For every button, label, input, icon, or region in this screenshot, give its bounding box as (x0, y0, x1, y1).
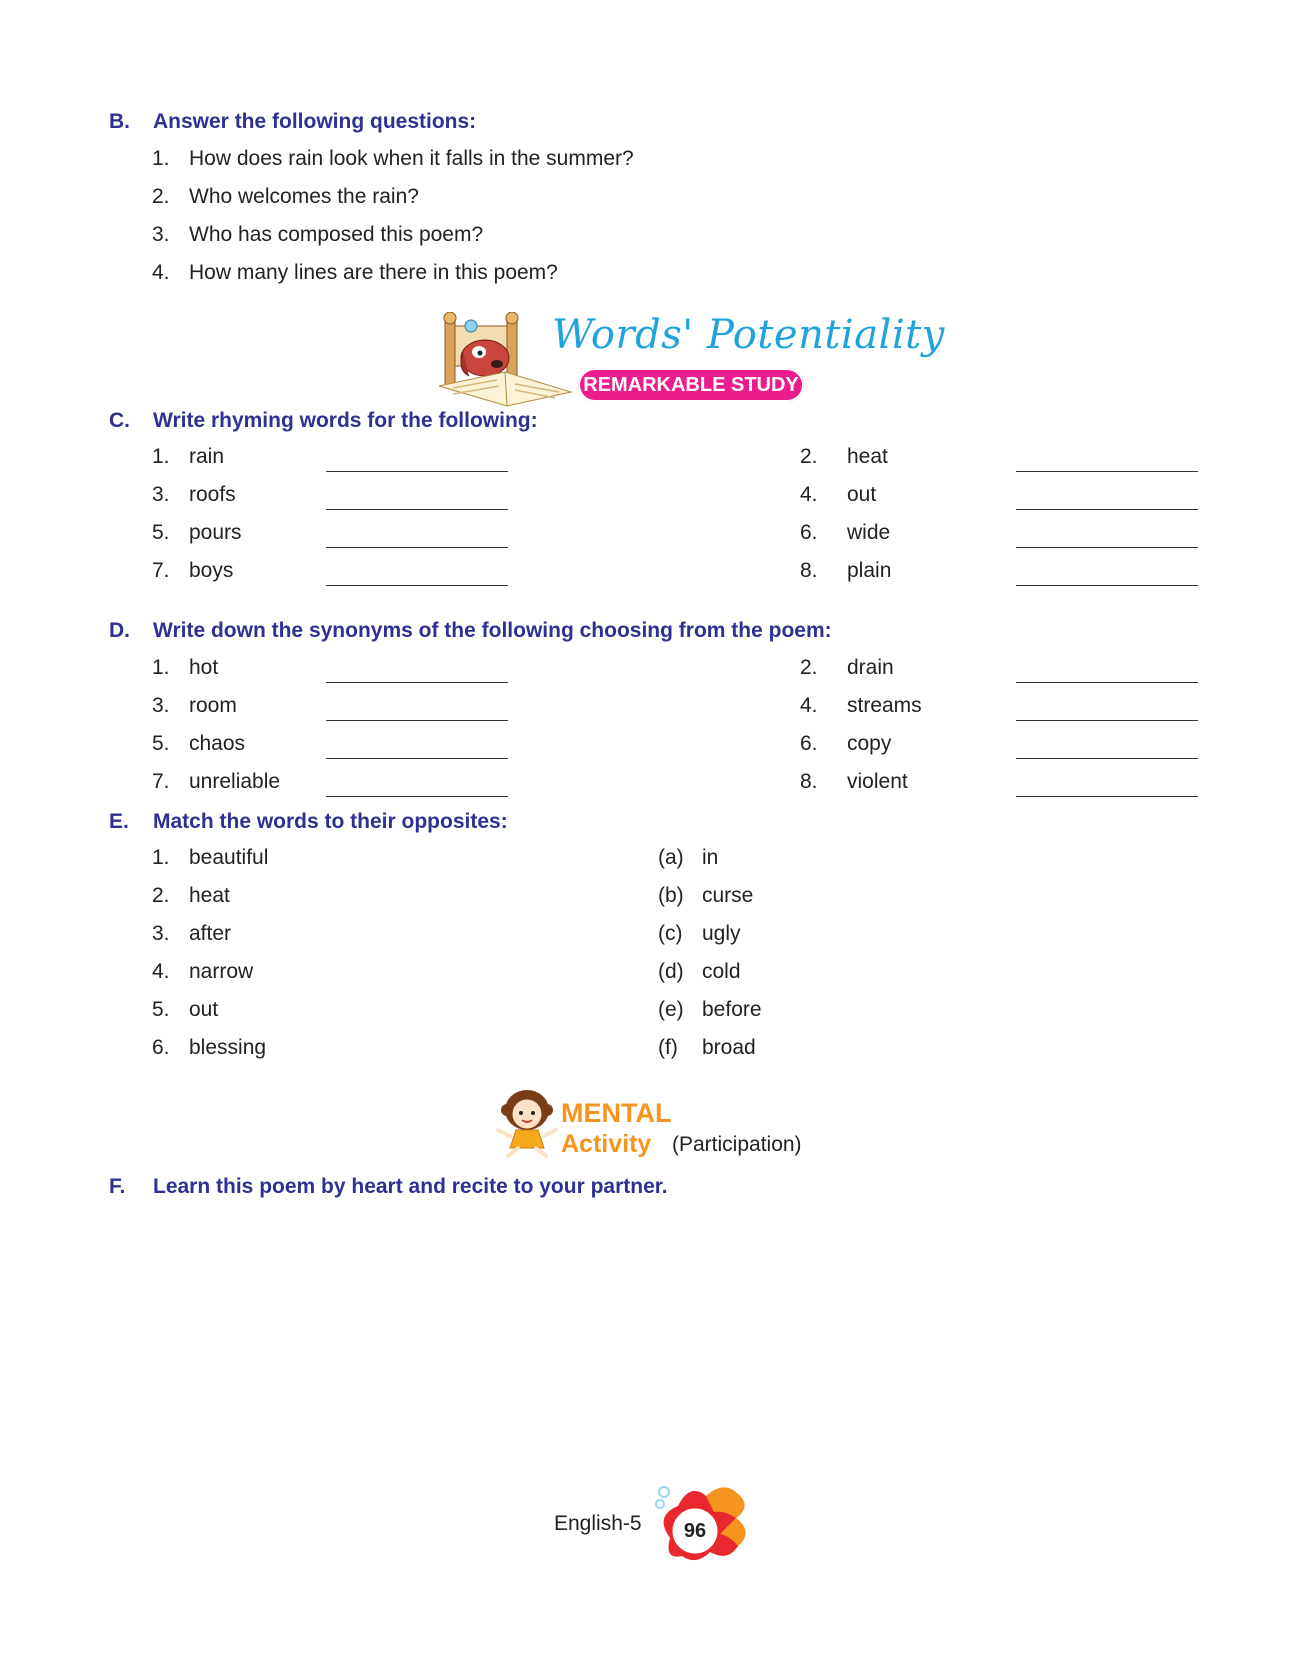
answer-blank[interactable] (1016, 720, 1198, 721)
match-right-item: (f) broad (658, 1036, 756, 1059)
answer-blank[interactable] (326, 758, 508, 759)
match-left-item: 5. out (152, 998, 219, 1021)
answer-blank[interactable] (1016, 509, 1198, 510)
section-e-heading: E. Match the words to their opposites: (109, 810, 508, 833)
rhyme-item: 1. rain (152, 445, 225, 468)
answer-blank[interactable] (326, 547, 508, 548)
banner-subtitle: REMARKABLE STUDY (578, 368, 804, 402)
synonym-item: 6. copy (800, 732, 892, 755)
banner-title: Words' Potentiality (552, 312, 945, 358)
rhyme-item: 4. out (800, 483, 877, 506)
answer-blank[interactable] (326, 720, 508, 721)
mental-title: MENTAL (561, 1098, 672, 1128)
question-item: 2. Who welcomes the rain? (152, 185, 419, 208)
answer-blank[interactable] (1016, 585, 1198, 586)
answer-blank[interactable] (326, 682, 508, 683)
girl-illustration (494, 1086, 560, 1158)
synonym-item: 2. drain (800, 656, 894, 679)
section-d-heading: D. Write down the synonyms of the following choosing from the poem: (109, 619, 832, 642)
synonym-item: 4. streams (800, 694, 922, 717)
match-left-item: 4. narrow (152, 960, 254, 983)
book-title: English-5 (554, 1512, 642, 1535)
activity-title: Activity (561, 1130, 652, 1158)
match-right-item: (c) ugly (658, 922, 741, 945)
answer-blank[interactable] (1016, 796, 1198, 797)
match-right-item: (b) curse (658, 884, 754, 907)
match-left-item: 3. after (152, 922, 232, 945)
match-right-item: (a) in (658, 846, 719, 869)
synonym-item: 3. room (152, 694, 237, 717)
synonym-item: 5. chaos (152, 732, 246, 755)
rhyme-item: 2. heat (800, 445, 888, 468)
answer-blank[interactable] (1016, 758, 1198, 759)
question-item: 3. Who has composed this poem? (152, 223, 484, 246)
answer-blank[interactable] (326, 585, 508, 586)
section-b-heading: B. Answer the following questions: (109, 110, 477, 133)
section-f-heading: F. Learn this poem by heart and recite to your partner. (109, 1175, 668, 1198)
synonym-item: 8. violent (800, 770, 908, 793)
page-number: 96 (683, 1520, 707, 1542)
rhyme-item: 7. boys (152, 559, 234, 582)
match-right-item: (d) cold (658, 960, 741, 983)
section-c-heading: C. Write rhyming words for the following: (109, 409, 538, 432)
rhyme-item: 6. wide (800, 521, 891, 544)
match-right-item: (e) before (658, 998, 762, 1021)
rhyme-item: 5. pours (152, 521, 242, 544)
synonym-item: 7. unreliable (152, 770, 281, 793)
answer-blank[interactable] (1016, 471, 1198, 472)
synonym-item: 1. hot (152, 656, 219, 679)
question-item: 4. How many lines are there in this poem? (152, 261, 558, 284)
rhyme-item: 8. plain (800, 559, 892, 582)
participation-note: (Participation) (672, 1133, 802, 1156)
match-left-item: 2. heat (152, 884, 230, 907)
match-left-item: 6. blessing (152, 1036, 267, 1059)
answer-blank[interactable] (326, 796, 508, 797)
rhyme-item: 3. roofs (152, 483, 236, 506)
match-left-item: 1. beautiful (152, 846, 269, 869)
answer-blank[interactable] (326, 509, 508, 510)
question-item: 1. How does rain look when it falls in the summer? (152, 147, 634, 170)
answer-blank[interactable] (1016, 547, 1198, 548)
answer-blank[interactable] (326, 471, 508, 472)
answer-blank[interactable] (1016, 682, 1198, 683)
